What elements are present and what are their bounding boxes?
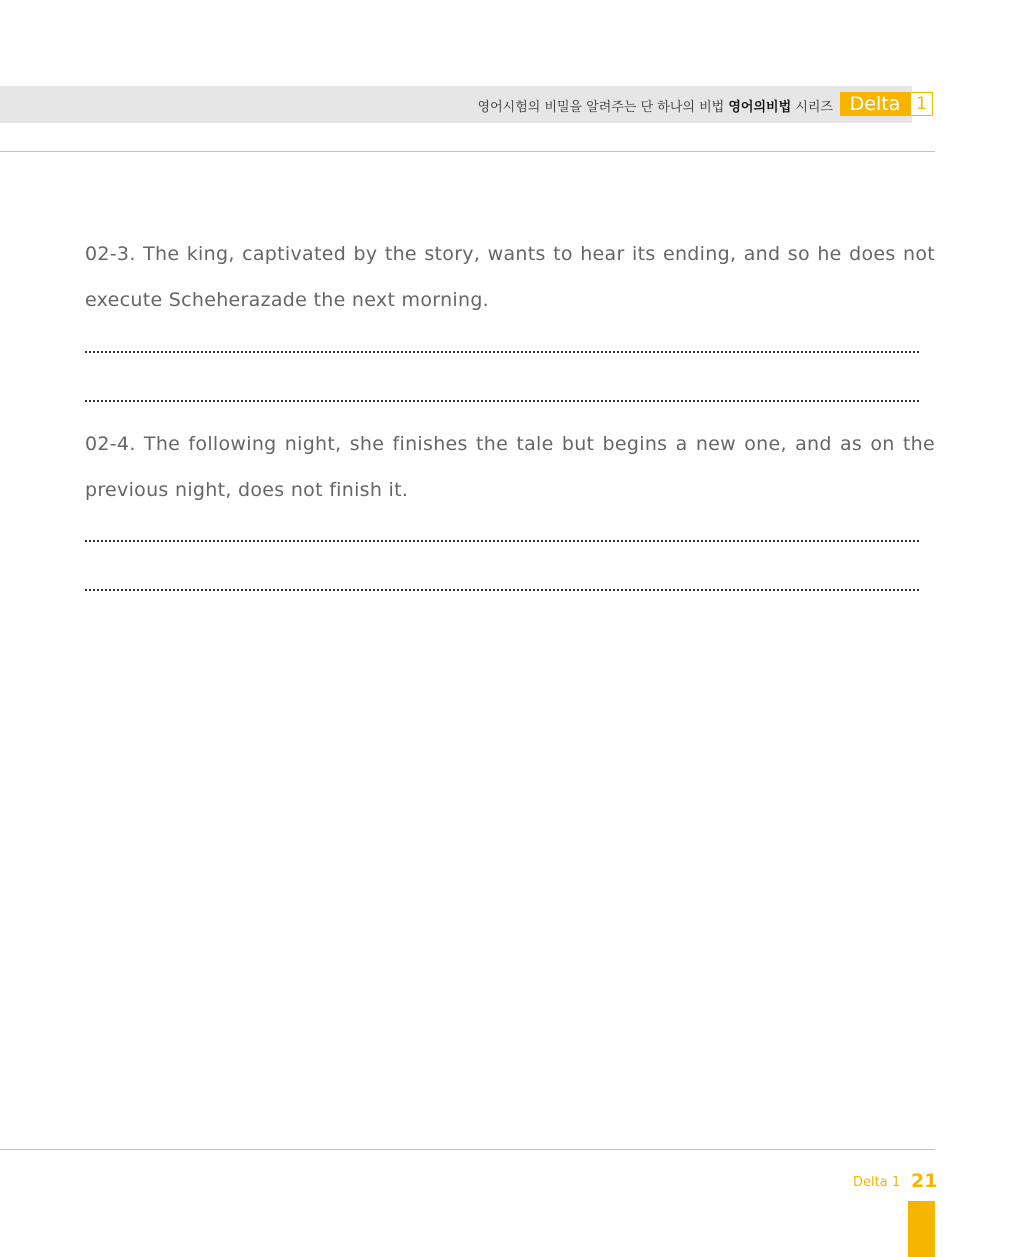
header-divider (0, 151, 935, 152)
book-badge-number: 1 (910, 92, 933, 116)
footer-divider (0, 1149, 935, 1150)
page-tab-marker (908, 1201, 935, 1257)
answer-line[interactable] (85, 540, 919, 542)
answer-line[interactable] (85, 351, 919, 353)
exercise-item-02-4: 02-4. The following night, she finishes the tale but begins a new one, and as on the previous night, does not finish it. (85, 433, 935, 501)
book-badge: Delta (840, 92, 910, 116)
answer-line[interactable] (85, 400, 919, 402)
series-title (478, 96, 833, 115)
series-brand: 영어의비법 (728, 100, 792, 115)
series-tagline: 영어시험의 비밀을 알려주는 단 하나의 비법 (477, 100, 725, 115)
answer-line[interactable] (85, 589, 919, 591)
series-suffix: 시리즈 (795, 100, 833, 115)
footer-book-label: Delta 1 (853, 1175, 901, 1190)
exercise-item-02-3: 02-3. The king, captivated by the story, wants to hear its ending, and so he does not execute Scheherazade the next morning. (85, 243, 935, 311)
page-number: 21 (911, 1170, 938, 1192)
